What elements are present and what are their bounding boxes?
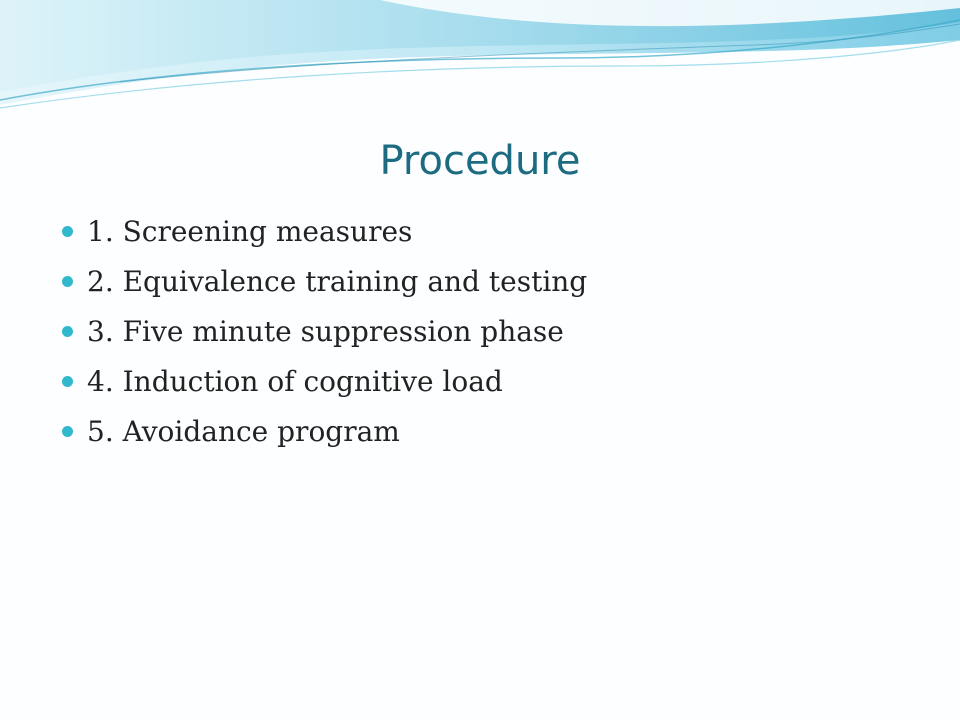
bullet-item	[62, 206, 922, 256]
bullet-text: 4. Induction of cognitive load	[87, 364, 503, 398]
bullet-dot-icon	[62, 376, 73, 387]
bullet-item	[62, 306, 922, 356]
bullet-item	[62, 256, 922, 306]
bullet-text: 2. Equivalence training and testing	[87, 264, 588, 298]
bullet-text: 3. Five minute suppression phase	[87, 314, 564, 348]
slide-title: Procedure	[379, 138, 581, 184]
bullet-item	[62, 406, 922, 456]
bullet-item	[62, 356, 922, 406]
bullet-list	[62, 206, 922, 456]
bullet-dot-icon	[62, 276, 73, 287]
bullet-text: 1. Screening measures	[87, 214, 413, 248]
bullet-dot-icon	[62, 326, 73, 337]
bullet-dot-icon	[62, 426, 73, 437]
header-wave-decoration	[0, 0, 960, 120]
bullet-text: 5. Avoidance program	[87, 414, 400, 448]
bullet-dot-icon	[62, 226, 73, 237]
